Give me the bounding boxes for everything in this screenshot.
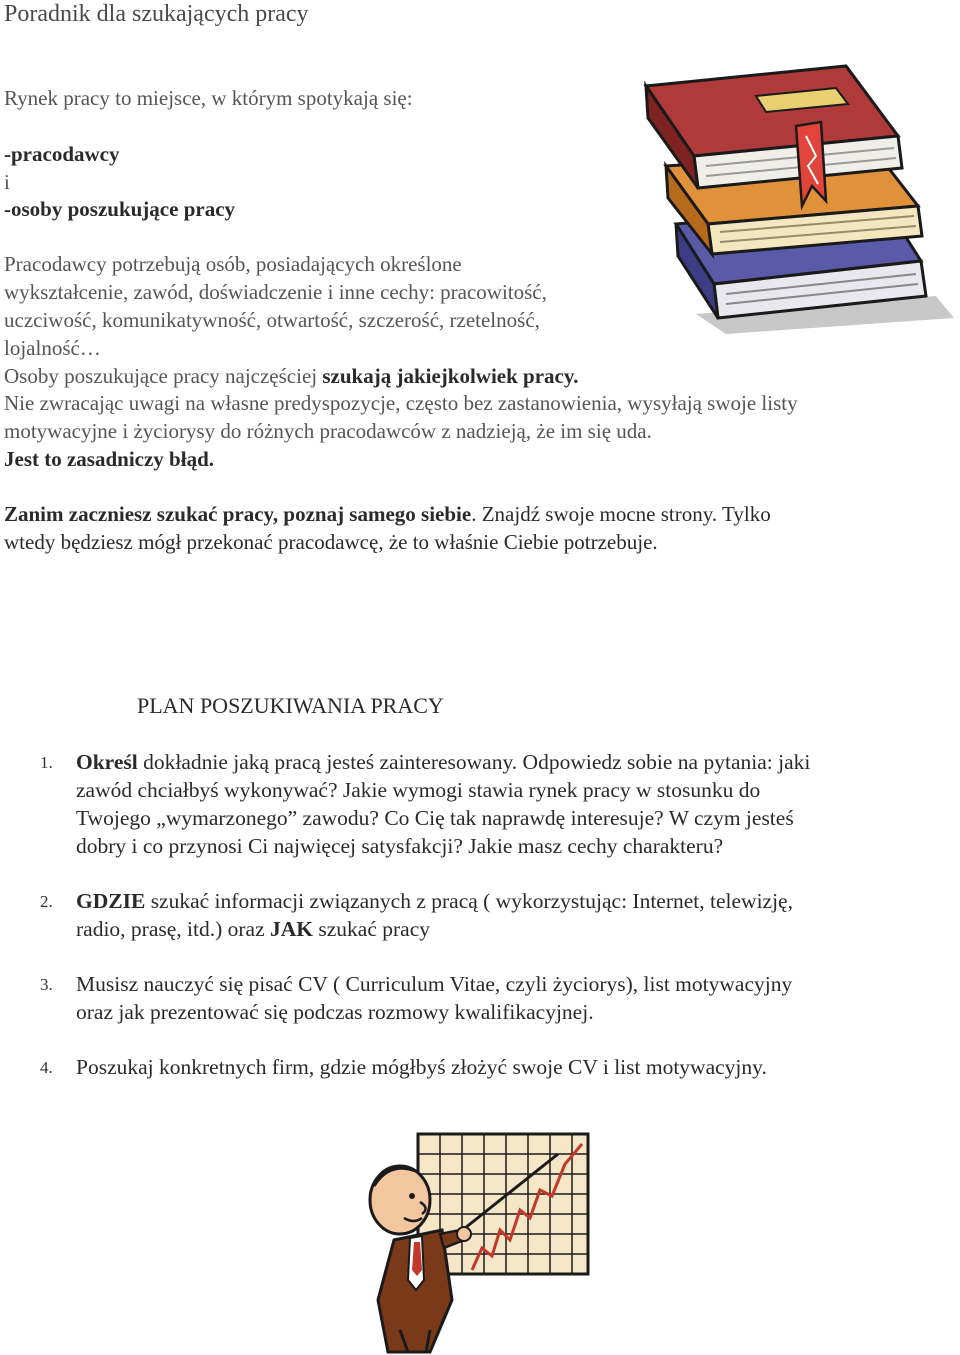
- plan-item-1-number: 1.: [40, 753, 53, 772]
- plan-item-2-line-2-pre: radio, prasę, itd.) oraz: [76, 917, 271, 941]
- seekers-line-bold: szukają jakiejkolwiek pracy.: [322, 364, 579, 388]
- employers-need-line-4: lojalność…: [4, 336, 101, 360]
- employers-need-line-3: uczciwość, komunikatywność, otwartość, szczerość, rzetelność,: [4, 308, 540, 332]
- plan-item-2-number: 2.: [40, 892, 53, 911]
- plan-item-1: [76, 748, 810, 776]
- employers-need-line-2: wykształcenie, zawód, doświadczenie i inne cechy: pracowitość,: [4, 280, 547, 304]
- books-image: [636, 56, 958, 336]
- plan-item-2-line-2-post: szukać pracy: [313, 917, 431, 941]
- careless-line-1: Nie zwracając uwagi na własne predyspozycje, często bez zastanowienia, wysyłają swoje listy: [4, 391, 798, 415]
- know-yourself-bold: Zanim zaczniesz szukać pracy, poznaj samego siebie: [4, 502, 472, 526]
- page-title: Poradnik dla szukających pracy: [4, 1, 309, 27]
- know-yourself-line-1: [4, 500, 771, 528]
- know-yourself-rest: . Znajdź swoje mocne strony. Tylko: [471, 502, 771, 526]
- party-seekers: -osoby poszukujące pracy: [4, 197, 236, 221]
- plan-item-4-number: 4.: [40, 1058, 53, 1077]
- plan-item-3-line-1: Musisz nauczyć się pisać CV ( Curriculum Vitae, czyli życiorys), list motywacyjny: [76, 972, 793, 996]
- presenter-chart-image: [360, 1130, 600, 1355]
- careless-line-2: motywacyjne i życiorysy do różnych pracodawców z nadzieją, że im się uda.: [4, 419, 652, 443]
- plan-item-4-line-1: Poszukaj konkretnych firm, gdzie mógłbyś złożyć swoje CV i list motywacyjny.: [76, 1055, 767, 1079]
- plan-item-3-line-2: oraz jak prezentować się podczas rozmowy kwalifikacyjnej.: [76, 1000, 594, 1024]
- plan-item-3-number: 3.: [40, 975, 53, 994]
- seekers-line: [4, 362, 578, 390]
- party-and: i: [4, 170, 10, 194]
- plan-item-2: [76, 887, 793, 915]
- plan-item-2-line-1: szukać informacji związanych z pracą ( wykorzystując: Internet, telewizję,: [145, 889, 793, 913]
- party-employers: -pracodawcy: [4, 142, 120, 166]
- plan-item-1-line-4: dobry i co przynosi Ci najwięcej satysfakcji? Jakie masz cechy charakteru?: [76, 834, 724, 858]
- plan-item-1-line-3: Twojego „wymarzonego” zawodu? Co Cię tak naprawdę interesuje? W czym jesteś: [76, 806, 794, 830]
- intro-text: Rynek pracy to miejsce, w którym spotykają się:: [4, 86, 413, 110]
- plan-item-1-line-2: zawód chciałbyś wykonywać? Jakie wymogi stawia rynek pracy w stosunku do: [76, 778, 761, 802]
- plan-item-2-line-2-bold: JAK: [270, 917, 314, 941]
- mistake-line: Jest to zasadniczy błąd.: [4, 447, 214, 471]
- plan-item-1-bold: Określ: [76, 750, 138, 774]
- employers-need-line-1: Pracodawcy potrzebują osób, posiadających określone: [4, 252, 462, 276]
- know-yourself-line-2: wtedy będziesz mógł przekonać pracodawcę, że to właśnie Ciebie potrzebuje.: [4, 530, 658, 554]
- seekers-line-normal: Osoby poszukujące pracy najczęściej: [4, 364, 323, 388]
- plan-heading: PLAN POSZUKIWANIA PRACY: [137, 693, 444, 718]
- plan-item-1-line-1: dokładnie jaką pracą jesteś zainteresowany. Odpowiedz sobie na pytania: jaki: [137, 750, 811, 774]
- plan-item-2-line-2: [76, 915, 430, 943]
- plan-item-2-bold: GDZIE: [76, 889, 146, 913]
